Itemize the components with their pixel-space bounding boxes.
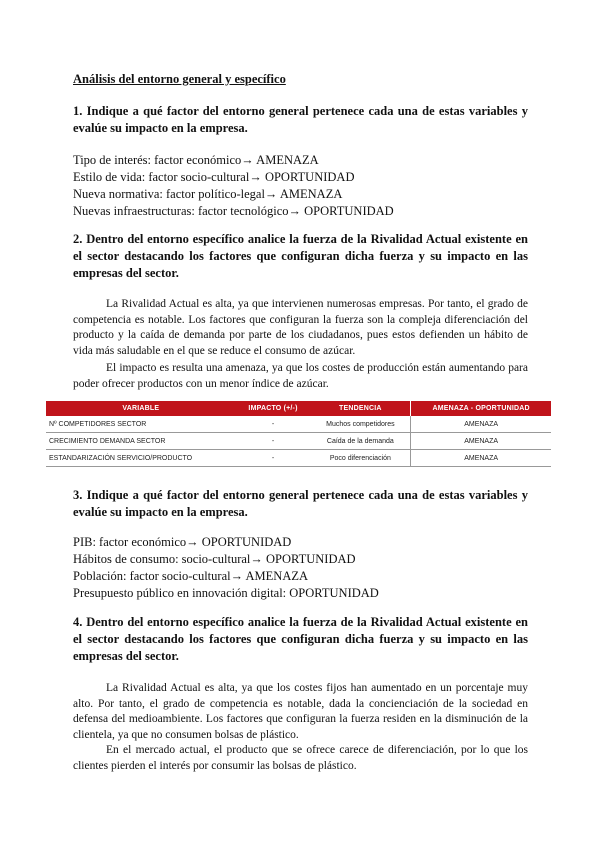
question-2-paragraph-2: El impacto es resulta una amenaza, ya que los costes de producción están aumentando para poder ofrecer productos con un menor índice de azúcar. <box>73 362 528 390</box>
cell-variable: ESTANDARIZACIÓN SERVICIO/PRODUCTO <box>46 450 236 467</box>
cell-assessment: AMENAZA <box>411 433 551 450</box>
list-item: Tipo de interés: factor económico→ AMENAZA <box>73 153 319 167</box>
question-2-paragraph-1: La Rivalidad Actual es alta, ya que intervienen numerosas empresas. Por tanto, el grado de competencia es notable. Los factores que configuran la fuerza son la compleja diferenciación del producto y la caída de demanda por parte de los ciudadanos, pues estos defienden un hábito de vida más saludable en el que se reduce el consumo de azúcar. <box>73 298 528 357</box>
question-1-list <box>73 152 394 220</box>
cell-impact: - <box>236 450 311 467</box>
cell-variable: CRECIMIENTO DEMANDA SECTOR <box>46 433 236 450</box>
column-header-trend: TENDENCIA <box>310 401 410 416</box>
list-item: PIB: factor económico→ OPORTUNIDAD <box>73 535 292 549</box>
cell-trend: Caída de la demanda <box>310 433 410 450</box>
cell-assessment: AMENAZA <box>411 450 551 467</box>
cell-assessment: AMENAZA <box>411 416 551 433</box>
cell-trend: Poco diferenciación <box>310 450 410 467</box>
question-4-paragraph-1: La Rivalidad Actual es alta, ya que los costes fijos han aumentado en un porcentaje muy alto. Por tanto, el grado de competencia es notable, dada la concienciación de la sociedad en defensa del medioambiente. Los factores que configuran la fuerza residen en la disminución de la clientela, ya que no consumen bolsas de plástico. <box>73 682 528 741</box>
list-item: Estilo de vida: factor socio-cultural→ OPORTUNIDAD <box>73 170 355 184</box>
column-header-variable: VARIABLE <box>46 401 236 416</box>
list-item: Presupuesto público en innovación digital: OPORTUNIDAD <box>73 586 379 600</box>
table-row <box>46 433 551 450</box>
list-item: Hábitos de consumo: socio-cultural→ OPORTUNIDAD <box>73 552 356 566</box>
table-header-row <box>46 401 551 416</box>
table-row <box>46 416 551 433</box>
question-4-heading: 4. Dentro del entorno específico analice la fuerza de la Rivalidad Actual existente en el sector destacando los factores que configuran dicha fuerza y su impacto en las empresas del sector. <box>73 615 528 663</box>
cell-variable: Nº COMPETIDORES SECTOR <box>46 416 236 433</box>
question-3-heading: 3. Indique a qué factor del entorno general pertenece cada una de estas variables y evalúe su impacto en la empresa. <box>73 488 528 519</box>
column-header-threat-opportunity: AMENAZA - OPORTUNIDAD <box>411 401 551 416</box>
table-row <box>46 450 551 467</box>
list-item: Nuevas infraestructuras: factor tecnológico→ OPORTUNIDAD <box>73 204 394 218</box>
question-1-heading: 1. Indique a qué factor del entorno general pertenece cada una de estas variables y evalúe su impacto en la empresa. <box>73 104 528 135</box>
list-item: Nueva normativa: factor político-legal→ AMENAZA <box>73 187 343 201</box>
cell-trend: Muchos competidores <box>310 416 410 433</box>
question-2-heading: 2. Dentro del entorno específico analice la fuerza de la Rivalidad Actual existente en el sector destacando los factores que configuran dicha fuerza y su impacto en las empresas del sector. <box>73 232 528 280</box>
cell-impact: - <box>236 433 311 450</box>
question-3-list <box>73 534 379 602</box>
column-header-impact: IMPACTO (+/-) <box>236 401 311 416</box>
cell-impact: - <box>236 416 311 433</box>
question-4-paragraph-2: En el mercado actual, el producto que se ofrece carece de diferenciación, por lo que los clientes pierden el interés por consumir las bolsas de plástico. <box>73 744 528 772</box>
list-item: Población: factor socio-cultural→ AMENAZA <box>73 569 309 583</box>
analysis-table <box>46 401 551 467</box>
document-title: Análisis del entorno general y específico <box>73 72 286 86</box>
